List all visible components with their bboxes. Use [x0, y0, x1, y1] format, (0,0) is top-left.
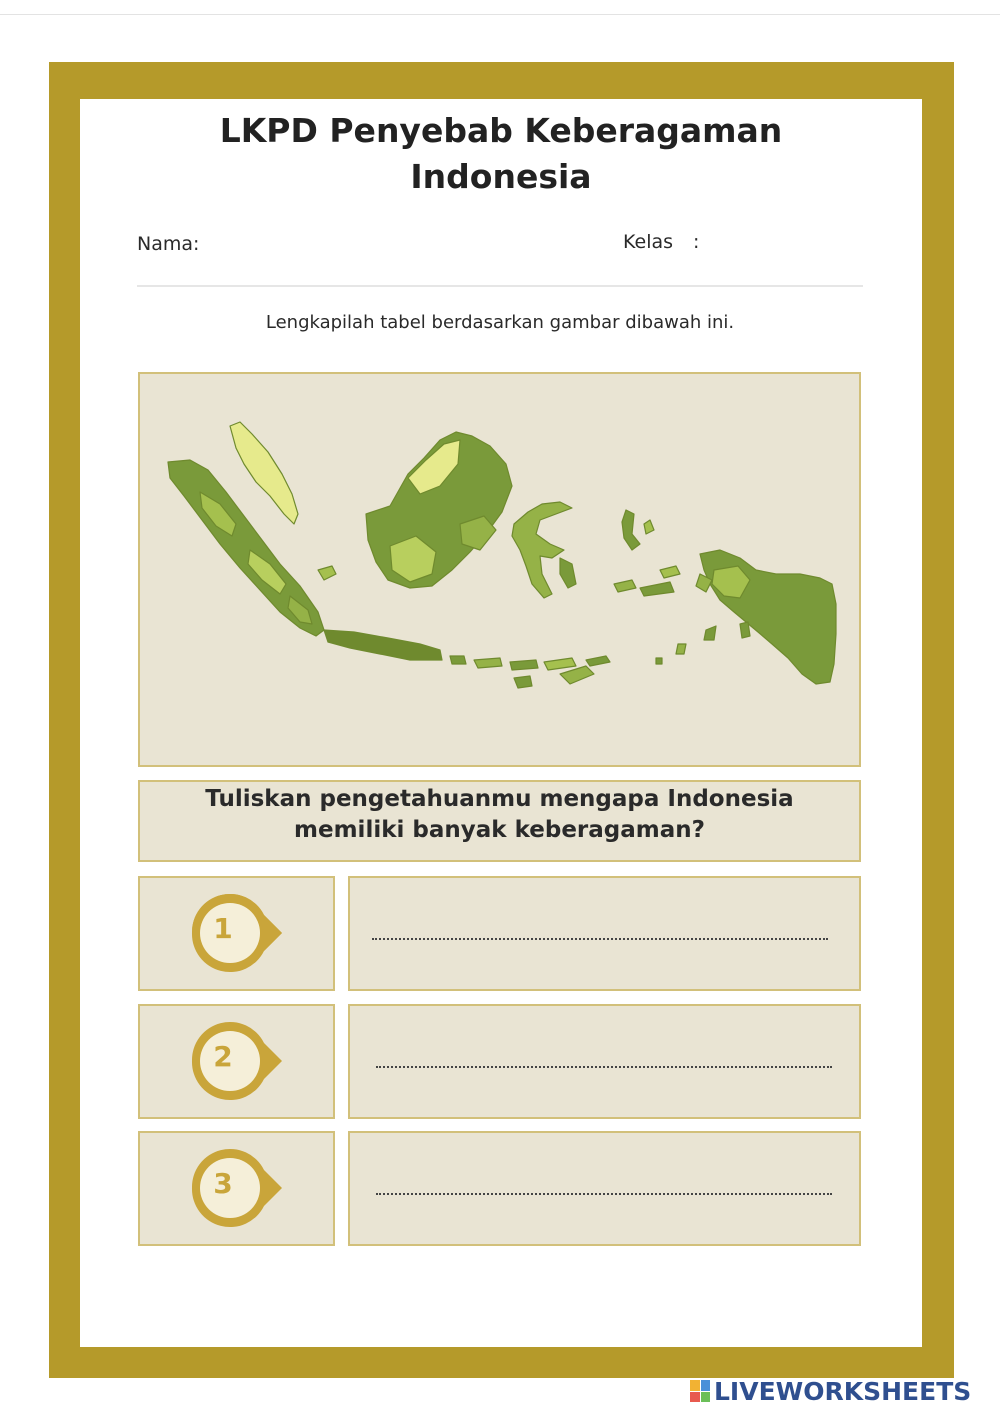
kelas-label: Kelas — [623, 231, 674, 253]
nama-label: Nama: — [137, 233, 200, 255]
answer-number-cell-3 — [138, 1131, 335, 1246]
answer-number: 2 — [213, 1040, 233, 1073]
title-line-1: LKPD Penyebab Keberagaman — [219, 111, 783, 150]
liveworksheets-logo[interactable] — [690, 1376, 971, 1406]
answer-input-2[interactable] — [348, 1004, 861, 1119]
question-panel — [138, 780, 861, 862]
answer-number: 3 — [213, 1167, 233, 1200]
answer-number: 1 — [213, 912, 233, 945]
liveworksheets-logo-icon — [690, 1380, 710, 1402]
answer-dotted-line — [376, 1193, 832, 1195]
question-line-2: memiliki banyak keberagaman? — [294, 817, 705, 843]
answer-input-1[interactable] — [348, 876, 861, 991]
question-text — [140, 782, 859, 846]
map-panel — [138, 372, 861, 767]
kelas-colon: : — [693, 231, 700, 253]
instruction-text: Lengkapilah tabel berdasarkan gambar dibawah ini. — [265, 312, 735, 333]
answer-dotted-line — [376, 1066, 832, 1068]
form-divider — [137, 285, 863, 287]
answer-number-cell-2 — [138, 1004, 335, 1119]
top-divider — [0, 14, 1000, 15]
question-line-1: Tuliskan pengetahuanmu mengapa Indonesia — [205, 786, 794, 812]
answer-input-3[interactable] — [348, 1131, 861, 1246]
answer-number-cell-1 — [138, 876, 335, 991]
liveworksheets-logo-text: LIVEWORKSHEETS — [714, 1376, 972, 1406]
answer-dotted-line — [372, 938, 828, 940]
worksheet-title — [80, 108, 922, 200]
indonesia-map-image — [140, 374, 859, 765]
title-line-2: Indonesia — [410, 157, 592, 196]
